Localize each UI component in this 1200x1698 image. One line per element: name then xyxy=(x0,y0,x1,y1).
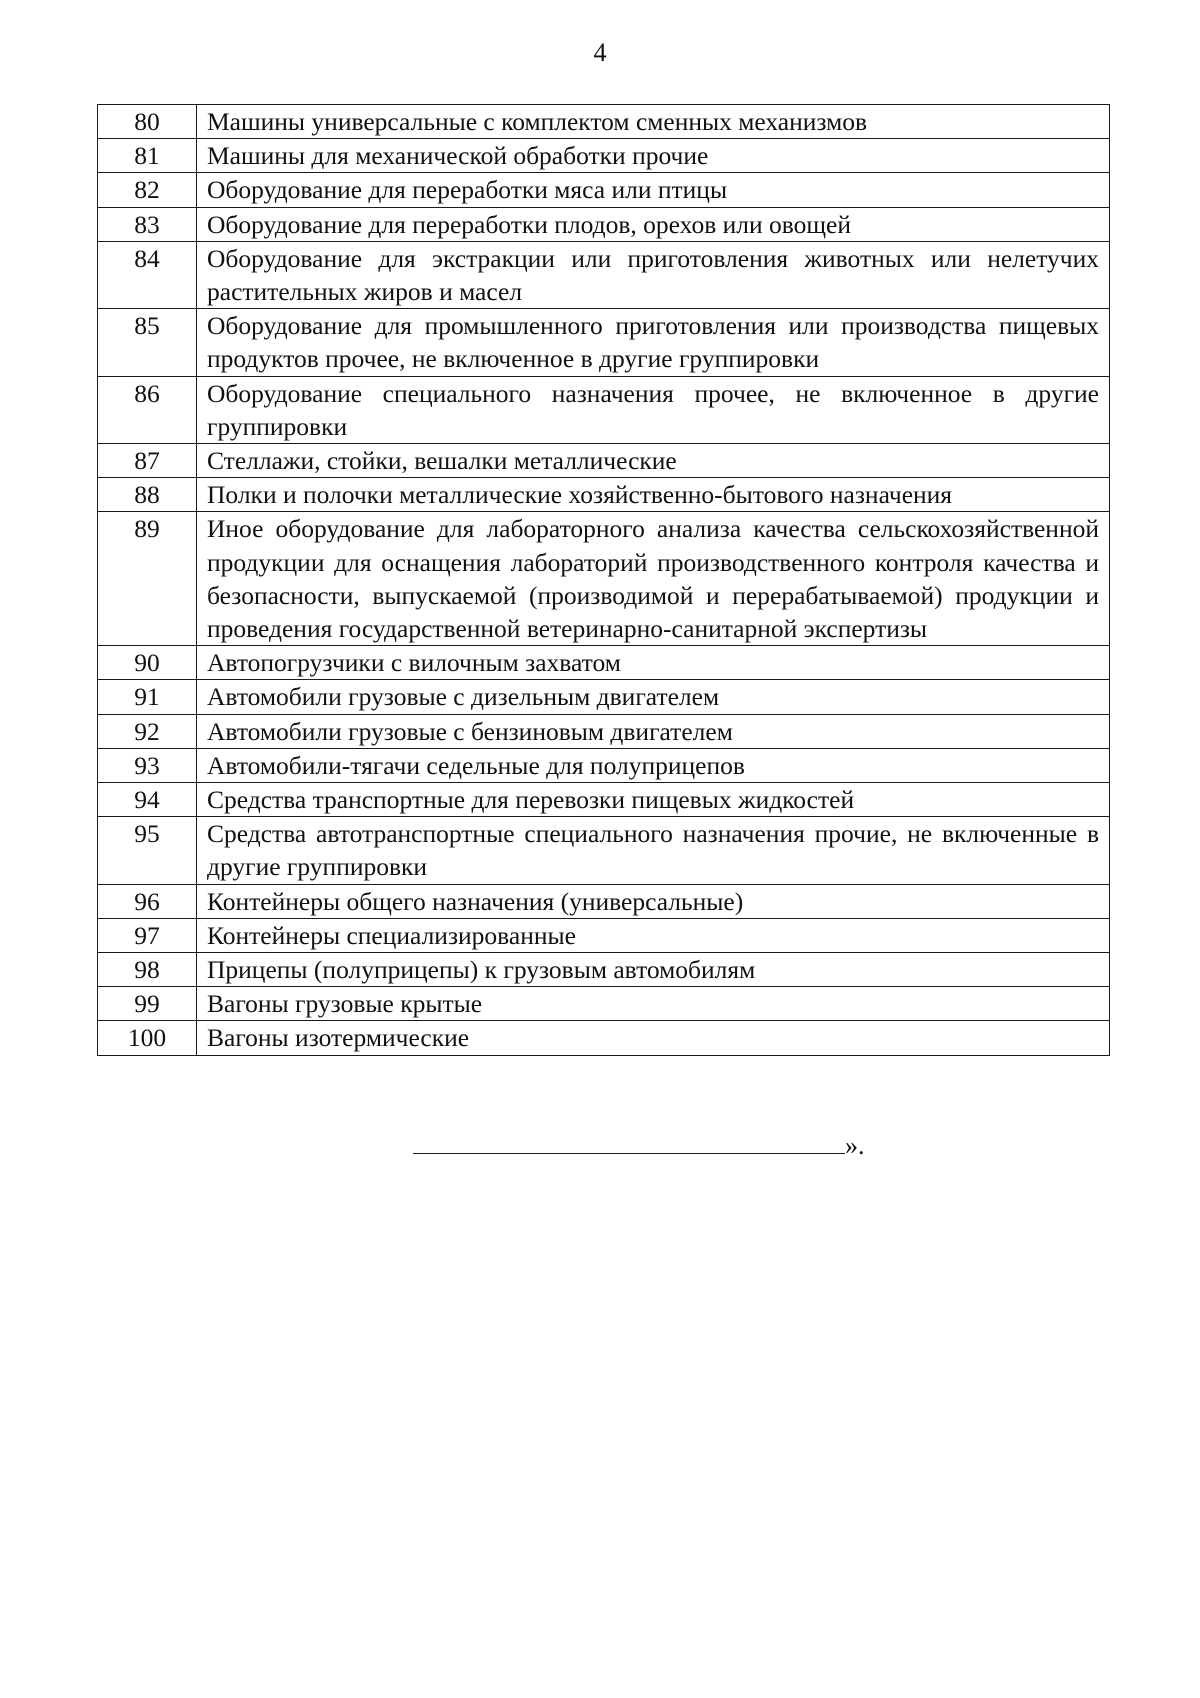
closing-quote-mark: ». xyxy=(845,1131,865,1160)
row-number-cell: 99 xyxy=(98,987,197,1021)
row-number-cell: 100 xyxy=(98,1021,197,1055)
table-row xyxy=(98,207,1110,241)
row-number-cell: 93 xyxy=(98,748,197,782)
equipment-name-cell: Автомобили-тягачи седельные для полуприцепов xyxy=(197,748,1110,782)
row-number-cell: 81 xyxy=(98,139,197,173)
equipment-name-cell: Иное оборудование для лабораторного анализа качества сельскохозяйственной продукции для оснащения лабораторий производственного контроля качества и безопасности, выпускаемой (производимой и перерабатываемой) продукции и проведения государственной ветеринарно-санитарной экспертизы xyxy=(197,512,1110,646)
equipment-name-cell: Автопогрузчики с вилочным захватом xyxy=(197,646,1110,680)
equipment-name-cell: Оборудование специального назначения прочее, не включенное в другие группировки xyxy=(197,376,1110,443)
equipment-name-cell: Оборудование для экстракции или приготовления животных или нелетучих растительных жиров и масел xyxy=(197,241,1110,308)
row-number-cell: 80 xyxy=(98,105,197,139)
equipment-name-cell: Вагоны изотермические xyxy=(197,1021,1110,1055)
equipment-name-cell: Стеллажи, стойки, вешалки металлические xyxy=(197,444,1110,478)
table-row xyxy=(98,173,1110,207)
row-number-cell: 87 xyxy=(98,444,197,478)
row-number-cell: 96 xyxy=(98,884,197,918)
equipment-name-cell: Полки и полочки металлические хозяйственно-бытового назначения xyxy=(197,478,1110,512)
table-row xyxy=(98,714,1110,748)
table-row xyxy=(98,646,1110,680)
equipment-name-cell: Вагоны грузовые крытые xyxy=(197,987,1110,1021)
table-row xyxy=(98,680,1110,714)
row-number-cell: 84 xyxy=(98,241,197,308)
equipment-name-cell: Оборудование для промышленного приготовления или производства пищевых продуктов прочее, не включенное в другие группировки xyxy=(197,309,1110,376)
table-row xyxy=(98,376,1110,443)
row-number-cell: 98 xyxy=(98,953,197,987)
table-row xyxy=(98,309,1110,376)
equipment-table xyxy=(97,104,1110,1056)
table-row xyxy=(98,1021,1110,1055)
equipment-name-cell: Оборудование для переработки плодов, орехов или овощей xyxy=(197,207,1110,241)
equipment-name-cell: Контейнеры специализированные xyxy=(197,918,1110,952)
table-row xyxy=(98,512,1110,646)
row-number-cell: 92 xyxy=(98,714,197,748)
row-number-cell: 88 xyxy=(98,478,197,512)
row-number-cell: 89 xyxy=(98,512,197,646)
table-row xyxy=(98,478,1110,512)
table-row xyxy=(98,105,1110,139)
closing-line xyxy=(413,1130,865,1162)
equipment-name-cell: Автомобили грузовые с дизельным двигателем xyxy=(197,680,1110,714)
equipment-name-cell: Машины универсальные с комплектом сменных механизмов xyxy=(197,105,1110,139)
table-row xyxy=(98,918,1110,952)
table-row xyxy=(98,817,1110,884)
row-number-cell: 91 xyxy=(98,680,197,714)
row-number-cell: 97 xyxy=(98,918,197,952)
row-number-cell: 94 xyxy=(98,783,197,817)
equipment-name-cell: Оборудование для переработки мяса или птицы xyxy=(197,173,1110,207)
equipment-name-cell: Прицепы (полуприцепы) к грузовым автомобилям xyxy=(197,953,1110,987)
table-row xyxy=(98,783,1110,817)
row-number-cell: 83 xyxy=(98,207,197,241)
table-row xyxy=(98,953,1110,987)
signature-blank-line xyxy=(413,1131,845,1154)
table-row xyxy=(98,987,1110,1021)
table-row xyxy=(98,748,1110,782)
table-row xyxy=(98,884,1110,918)
row-number-cell: 86 xyxy=(98,376,197,443)
equipment-name-cell: Средства автотранспортные специального назначения прочие, не включенные в другие группировки xyxy=(197,817,1110,884)
row-number-cell: 95 xyxy=(98,817,197,884)
equipment-name-cell: Машины для механической обработки прочие xyxy=(197,139,1110,173)
page-number: 4 xyxy=(593,38,607,67)
row-number-cell: 85 xyxy=(98,309,197,376)
equipment-table-body xyxy=(98,105,1110,1056)
equipment-name-cell: Контейнеры общего назначения (универсальные) xyxy=(197,884,1110,918)
table-row xyxy=(98,241,1110,308)
table-row xyxy=(98,139,1110,173)
table-row xyxy=(98,444,1110,478)
equipment-name-cell: Средства транспортные для перевозки пищевых жидкостей xyxy=(197,783,1110,817)
equipment-name-cell: Автомобили грузовые с бензиновым двигателем xyxy=(197,714,1110,748)
row-number-cell: 82 xyxy=(98,173,197,207)
row-number-cell: 90 xyxy=(98,646,197,680)
